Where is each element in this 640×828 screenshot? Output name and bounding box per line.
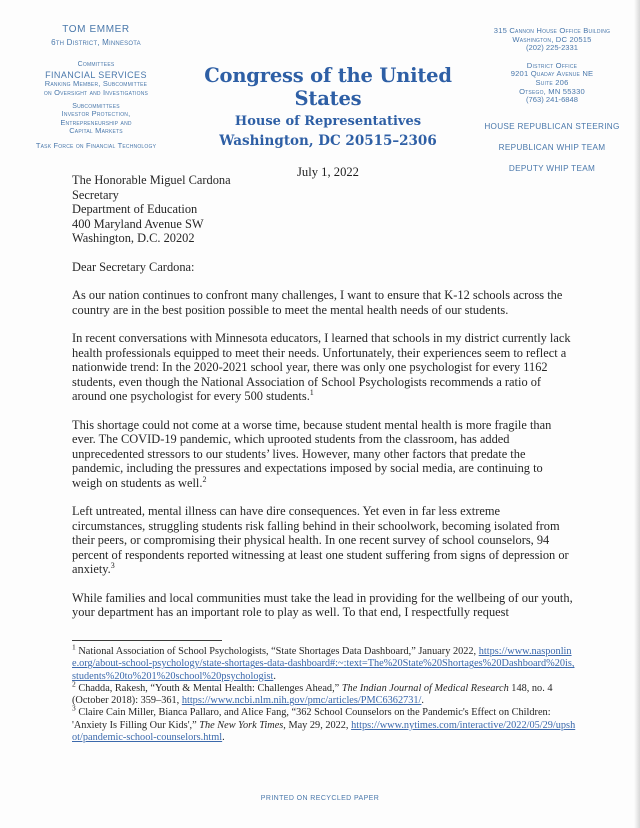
subcommittees-label: Subcommittees [72,103,120,111]
footnotes-section [72,640,578,744]
committees-label: Committees [77,61,115,68]
footnote-ref-1: 1 [309,388,314,398]
footnote-2: $^2$ Chadda, Rakesh, “Youth & Mental Health: Challenges Ahead,” The Indian Journal of Medical Research 148, no. 4 (October 2018): 359–361, https://www.ncbi.nlm.nih.gov/pmc/articles/PMC6362731/. [72,679,553,707]
footnote-1-link[interactable]: https://www.nasponline.org/about-school-psychology/state-shortages-data-dashboard#:~:text=The%20State%20Shortages%20Dashboard%20is,students%20to%201%20school%20psychologist [72,646,575,682]
dc-office-line2: Washington, DC 20515 [512,34,592,44]
paragraph-5: While families and local communities must take the lead in providing for the wellbeing of our youth, your department has an important role to play as well. To that end, I respectfully request [72,590,573,620]
paragraph-4: Left untreated, mental illness can have dire consequences. Yet even in far less extreme circumstances, struggling students risk falling behind in their schoolwork, becoming isolated from their peers, or compromising their physical health. In one recent survey of school counselors, 94 percent of respondents reported witnessing at least one student suffering from signs of depression or anxiety.$^3$ [72,504,569,577]
task-force-line: Task Force on Financial Technology [35,140,157,150]
membership-whip: REPUBLICAN WHIP TEAM [498,142,606,152]
recipient-name: The Honorable Miguel Cardona [72,173,231,187]
district-office-line2: Suite 206 [535,77,569,87]
paragraph-1: As our nation continues to confront many challenges, I want to ensure that K-12 schools across the country are in the best position possible to meet the mental health needs of our students. [72,288,563,317]
journal-title: The Indian Journal of Medical Research [341,682,509,694]
footnote-3-link[interactable]: https://www.nytimes.com/interactive/2022/05/29/upshot/pandemic-school-counselors.html [72,719,576,744]
paragraph-3: This shortage could not come at a worse time, because student mental health is more fragile than ever. The COVID-19 pandemic, which uprooted students from the classroom, has added unprecedented stressors to our students’ lives. However, many other factors that predate the pandemic, including the pressures and expectations imposed by social media, are continuing to weigh on students as well.$^2$ [72,417,552,490]
recipient-block [72,173,575,246]
district-office-line1: 9201 Quaday Avenue NE [510,69,594,79]
footnote-3: $^3$ Claire Cain Miller, Bianca Pallaro, and Alice Fang, “362 School Counselors on the Pandemic's Effect on Children: 'Anxiety Is Filling Our Kids',” The New York Times, May 29, 2022, https://www.nytimes.com/interactive/2022/05/29/upshot/pandemic-school-counselors.html. [72,704,576,744]
membership-steering: HOUSE REPUBLICAN STEERING [484,121,620,131]
district-office-phone: (763) 241-6848 [526,95,578,105]
letter-body [72,173,575,620]
recipient-title: Secretary [72,187,119,202]
subcommittee-line2: Entrepreneurship and [60,117,132,127]
footnote-separator [72,640,222,641]
membership-deputy-whip: DEPUTY WHIP TEAM [508,163,596,173]
sender-block [6,24,186,150]
sender-district: 6th District, Minnesota [51,38,141,47]
subcommittee-line3: Capital Markets [69,126,123,136]
masthead [180,64,476,180]
recipient-agency: Department of Education [72,202,198,217]
salutation: Dear Secretary Cardona: [72,259,195,274]
committee-role-line2: on Oversight and Investigations [43,87,149,97]
paragraph-2: In recent conversations with Minnesota educators, I learned that schools in my district currently lack health professionals equipped to meet their needs. Unfortunately, their experiences seem to reflect a nationwide trend: In the 2020-2021 school year, there was only one psychologist for every 1162 students, even though the National Association of School Psychologists recommends a ratio of around one psychologist for every 500 students.$^1$ [72,331,571,404]
offices-block [468,27,636,173]
footnote-2-link[interactable]: https://www.ncbi.nlm.nih.gov/pmc/articles/PMC6362731/ [181,695,422,707]
masthead-house: House of Representatives [234,114,422,129]
recipient-city: Washington, D.C. 20202 [72,231,195,246]
masthead-congress: Congress of the United States [204,64,452,110]
footnote-ref-2: 2 [202,474,207,484]
footnote-ref-3: 3 [110,561,115,571]
sender-name: TOM EMMER [62,24,130,35]
committee-name: FINANCIAL SERVICES [45,70,147,80]
dc-office-phone: (202) 225-2331 [526,43,578,53]
recipient-street: 400 Maryland Avenue SW [72,216,204,231]
letter-date: July 1, 2022 [297,165,359,179]
masthead-city: Washington, DC 20515–2306 [219,133,437,149]
recycled-paper-notice: PRINTED ON RECYCLED PAPER [260,795,380,802]
subcommittee-line1: Investor Protection, [61,109,131,119]
district-office-line3: Otsego, MN 55330 [519,86,585,96]
footnote-1: $^1$ National Association of School Psychologists, “State Shortages Data Dashboard,” January 2022, https://www.nasponline.org/about-school-psychology/state-shortages-data-dashboard#:~:text=The%20State%20Shortages%20Dashboard%20is,students%20to%201%20school%20psychologist. [72,642,575,682]
committee-role-line1: Ranking Member, Subcommittee [44,79,148,88]
newspaper-title: The New York Times [199,719,284,731]
district-office-label: District Office [526,60,578,70]
dc-office-line1: 315 Cannon House Office Building [493,26,611,35]
